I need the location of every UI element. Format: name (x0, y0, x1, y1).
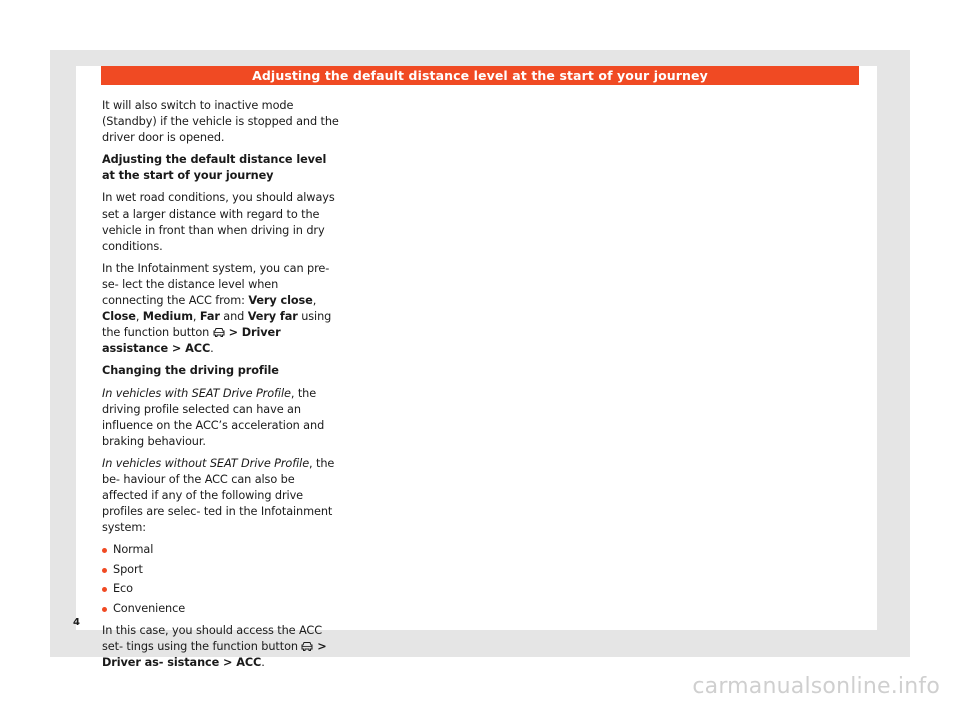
text: In this case, you should access the ACC set- tings using the function button (102, 623, 322, 653)
bullet-icon (102, 587, 107, 592)
bullet-icon (102, 548, 107, 553)
italic-text: In vehicles without SEAT Drive Profile (102, 456, 310, 470)
text: , the be- haviour of the ACC can also be affected if any of the following drive profiles are selec- ted in the Infotainment system: (102, 456, 335, 535)
menu-path-driver-assistance: > Driver assistance > ACC (102, 326, 281, 356)
paragraph-infotainment (102, 261, 342, 358)
text-column (102, 98, 342, 677)
option-far: Far (199, 310, 220, 324)
paragraph-standby: It will also switch to inactive mode (Standby) if the vehicle is stopped and the driver door is opened. (102, 99, 339, 145)
separator: , (135, 310, 143, 324)
list-item (102, 562, 342, 578)
list-item-label: Normal (113, 543, 154, 557)
option-very-close: Very close (248, 294, 313, 308)
option-close: Close (102, 310, 136, 324)
period: . (261, 656, 265, 670)
list-item (102, 542, 342, 558)
bullet-icon (102, 568, 107, 573)
text: using the function button (102, 310, 332, 340)
page-number: 4 (73, 617, 80, 628)
paragraph-with-drive-profile (102, 386, 342, 450)
menu-path-driver-assistance: > Driver as- sistance > ACC (102, 639, 327, 670)
car-icon (213, 326, 225, 336)
drive-profile-list (102, 542, 342, 617)
paragraph-without-drive-profile (102, 456, 342, 536)
option-medium: Medium (142, 310, 193, 324)
paragraph-access-settings (102, 623, 342, 671)
paragraph-wet-road: In wet road conditions, you should always set a larger distance with regard to the vehicle in front than when driving in dry conditions. (102, 191, 335, 253)
list-item (102, 601, 342, 617)
subheading-driving-profile: Changing the driving profile (102, 364, 279, 378)
car-icon (301, 640, 313, 650)
separator: , (192, 310, 200, 324)
separator: , (312, 294, 317, 308)
text: and (219, 310, 248, 324)
list-item (102, 581, 342, 597)
period: . (210, 342, 214, 356)
section-title-bar (101, 66, 859, 85)
option-very-far: Very far (247, 310, 298, 324)
subheading-default-distance: Adjusting the default distance level at the start of your journey (102, 153, 327, 183)
list-item-label: Sport (113, 562, 143, 576)
italic-text: In vehicles with SEAT Drive Profile (102, 386, 291, 400)
text: , the driving profile selected can have an influence on the ACC’s acceleration and braking behaviour. (102, 386, 325, 448)
list-item-label: Convenience (113, 601, 186, 615)
section-title: Adjusting the default distance level at the start of your journey (252, 68, 708, 83)
text: In the Infotainment system, you can pre-se- lect the distance level when connecting the ACC from: (102, 261, 330, 308)
watermark-text: carmanualsonline.info (692, 674, 940, 699)
list-item-label: Eco (113, 582, 133, 596)
bullet-icon (102, 607, 107, 612)
